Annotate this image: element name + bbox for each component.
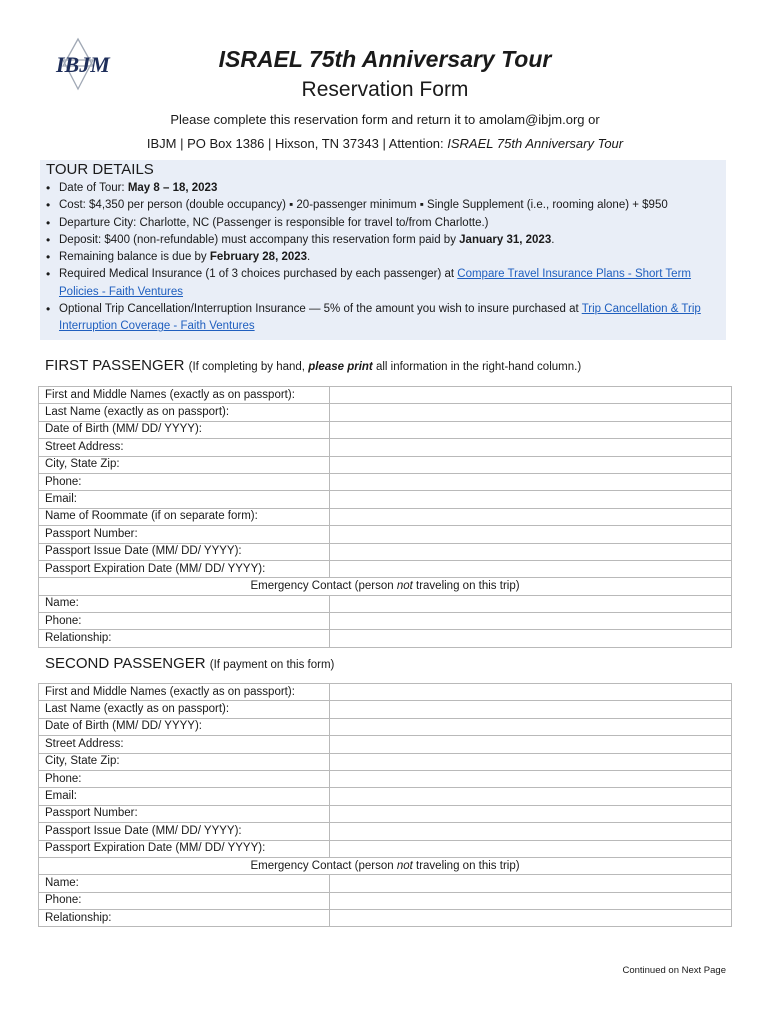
first-passenger-field-label: Email: [39, 491, 330, 508]
tour-deposit-item: • Deposit: $400 (non-refundable) must accompany this reservation form paid by January 31, 2023. [59, 232, 721, 249]
second-passenger-emergency-contact-heading: Emergency Contact (person not traveling on this trip) [39, 857, 732, 874]
second-passenger-field-label: Phone: [39, 770, 330, 787]
first-passenger-field-label: Street Address: [39, 439, 330, 456]
first-passenger-field-input[interactable] [330, 560, 732, 577]
second-passenger-field-label: City, State Zip: [39, 753, 330, 770]
second-passenger-field-row [39, 770, 732, 787]
first-passenger-emergency-header-row [39, 578, 732, 595]
second-passenger-field-label: Email: [39, 788, 330, 805]
first-passenger-field-input[interactable] [330, 526, 732, 543]
form-title: ISRAEL 75th Anniversary Tour [218, 46, 552, 72]
logo-text: IBJM [56, 52, 110, 77]
first-passenger-emergency-field-input[interactable] [330, 630, 732, 647]
second-passenger-emergency-field-input[interactable] [330, 892, 732, 909]
first-passenger-field-label: Passport Number: [39, 526, 330, 543]
second-passenger-field-row [39, 736, 732, 753]
first-passenger-heading: FIRST PASSENGER (If completing by hand, please print all information in the right-hand column.) [45, 357, 582, 374]
second-passenger-field-row [39, 823, 732, 840]
first-passenger-field-row [39, 526, 732, 543]
second-passenger-field-row [39, 788, 732, 805]
second-passenger-emergency-field-label: Name: [39, 875, 330, 892]
first-passenger-field-row [39, 404, 732, 421]
intro-line-1: Please complete this reservation form and return it to amolam@ibjm.org or [170, 112, 600, 127]
second-passenger-field-input[interactable] [330, 805, 732, 822]
second-passenger-note: (If payment on this form) [209, 659, 335, 671]
first-passenger-field-label: City, State Zip: [39, 456, 330, 473]
cancellation-insurance-link[interactable]: Trip Cancellation & Trip Interruption Coverage - Faith Ventures [59, 303, 701, 333]
first-passenger-field-row [39, 491, 732, 508]
second-passenger-field-label: First and Middle Names (exactly as on passport): [39, 684, 330, 701]
first-passenger-emergency-field-label: Phone: [39, 613, 330, 630]
first-passenger-field-input[interactable] [330, 473, 732, 490]
second-passenger-emergency-field-row [39, 875, 732, 892]
first-passenger-field-row [39, 439, 732, 456]
continued-note: Continued on Next Page [622, 965, 726, 976]
first-passenger-field-input[interactable] [330, 508, 732, 525]
tour-details-panel [40, 160, 726, 340]
first-passenger-field-label: Name of Roommate (if on separate form): [39, 508, 330, 525]
first-passenger-field-row [39, 508, 732, 525]
tour-cost-item: • Cost: $4,350 per person (double occupancy) ▪ 20-passenger minimum ▪ Single Supplement (i.e., rooming alone) + $950 [59, 197, 721, 214]
second-passenger-field-label: Passport Issue Date (MM/ DD/ YYYY): [39, 823, 330, 840]
first-passenger-field-input[interactable] [330, 387, 732, 404]
intro-tour-name: ISRAEL 75th Anniversary Tour [447, 136, 624, 151]
second-passenger-field-row [39, 684, 732, 701]
first-passenger-field-input[interactable] [330, 543, 732, 560]
first-passenger-field-row [39, 387, 732, 404]
second-passenger-table [38, 683, 732, 927]
tour-details-heading: TOUR DETAILS [46, 161, 154, 178]
first-passenger-field-row [39, 560, 732, 577]
first-passenger-field-input[interactable] [330, 491, 732, 508]
first-passenger-emergency-field-row [39, 630, 732, 647]
medical-insurance-link[interactable]: Compare Travel Insurance Plans - Short Term Policies - Faith Ventures [59, 268, 691, 298]
first-passenger-field-row [39, 473, 732, 490]
first-passenger-field-row [39, 543, 732, 560]
second-passenger-field-label: Street Address: [39, 736, 330, 753]
second-passenger-heading: SECOND PASSENGER (If payment on this form) [45, 655, 335, 672]
second-passenger-field-input[interactable] [330, 701, 732, 718]
first-passenger-field-label: Date of Birth (MM/ DD/ YYYY): [39, 421, 330, 438]
second-passenger-field-label: Passport Number: [39, 805, 330, 822]
second-passenger-field-input[interactable] [330, 823, 732, 840]
second-passenger-field-row [39, 753, 732, 770]
first-passenger-emergency-field-input[interactable] [330, 613, 732, 630]
first-passenger-field-input[interactable] [330, 456, 732, 473]
second-passenger-field-label: Last Name (exactly as on passport): [39, 701, 330, 718]
first-passenger-field-row [39, 456, 732, 473]
second-passenger-emergency-field-label: Phone: [39, 892, 330, 909]
second-passenger-field-input[interactable] [330, 788, 732, 805]
second-passenger-emergency-field-row [39, 892, 732, 909]
second-passenger-emergency-field-input[interactable] [330, 875, 732, 892]
second-passenger-emergency-field-label: Relationship: [39, 910, 330, 927]
second-passenger-field-input[interactable] [330, 684, 732, 701]
second-passenger-emergency-field-row [39, 910, 732, 927]
ibjm-logo [48, 36, 128, 92]
first-passenger-field-input[interactable] [330, 421, 732, 438]
second-passenger-field-input[interactable] [330, 718, 732, 735]
tour-medical-insurance-item: • Required Medical Insurance (1 of 3 choices purchased by each passenger) at Compare Travel Insurance Plans - Short Term Policies - Faith Ventures [59, 266, 721, 301]
first-passenger-emergency-field-label: Name: [39, 595, 330, 612]
first-passenger-emergency-field-input[interactable] [330, 595, 732, 612]
first-passenger-field-input[interactable] [330, 439, 732, 456]
second-passenger-field-row [39, 805, 732, 822]
first-passenger-field-label: Phone: [39, 473, 330, 490]
second-passenger-field-row [39, 840, 732, 857]
second-passenger-field-row [39, 701, 732, 718]
second-passenger-field-input[interactable] [330, 736, 732, 753]
second-passenger-field-input[interactable] [330, 770, 732, 787]
intro-line-2: IBJM | PO Box 1386 | Hixson, TN 37343 | Attention: ISRAEL 75th Anniversary Tour [146, 136, 624, 151]
first-passenger-field-label: First and Middle Names (exactly as on passport): [39, 387, 330, 404]
first-passenger-field-label: Passport Issue Date (MM/ DD/ YYYY): [39, 543, 330, 560]
first-passenger-field-input[interactable] [330, 404, 732, 421]
second-passenger-field-input[interactable] [330, 840, 732, 857]
first-passenger-field-label: Last Name (exactly as on passport): [39, 404, 330, 421]
first-passenger-field-row [39, 421, 732, 438]
second-passenger-field-input[interactable] [330, 753, 732, 770]
second-passenger-field-label: Date of Birth (MM/ DD/ YYYY): [39, 718, 330, 735]
tour-details-list [40, 180, 721, 336]
first-passenger-note: (If completing by hand, please print all information in the right-hand column.) [188, 361, 582, 373]
tour-balance-item: • Remaining balance is due by February 28, 2023. [59, 249, 721, 266]
form-subtitle: Reservation Form [301, 78, 469, 101]
first-passenger-emergency-field-row [39, 595, 732, 612]
second-passenger-field-row [39, 718, 732, 735]
tour-date-item: • Date of Tour: May 8 – 18, 2023 [59, 180, 721, 197]
second-passenger-emergency-field-input[interactable] [330, 910, 732, 927]
first-passenger-emergency-field-label: Relationship: [39, 630, 330, 647]
first-passenger-emergency-field-row [39, 613, 732, 630]
tour-cancellation-insurance-item: • Optional Trip Cancellation/Interruption Insurance — 5% of the amount you wish to insure purchased at Trip Cancellation & Trip Interruption Coverage - Faith Ventures [59, 301, 721, 336]
second-passenger-emergency-header-row [39, 857, 732, 874]
tour-departure-item: • Departure City: Charlotte, NC (Passenger is responsible for travel to/from Charlotte.) [59, 215, 721, 232]
second-passenger-field-label: Passport Expiration Date (MM/ DD/ YYYY): [39, 840, 330, 857]
first-passenger-field-label: Passport Expiration Date (MM/ DD/ YYYY): [39, 560, 330, 577]
first-passenger-table [38, 386, 732, 648]
first-passenger-emergency-contact-heading: Emergency Contact (person not traveling on this trip) [39, 578, 732, 595]
